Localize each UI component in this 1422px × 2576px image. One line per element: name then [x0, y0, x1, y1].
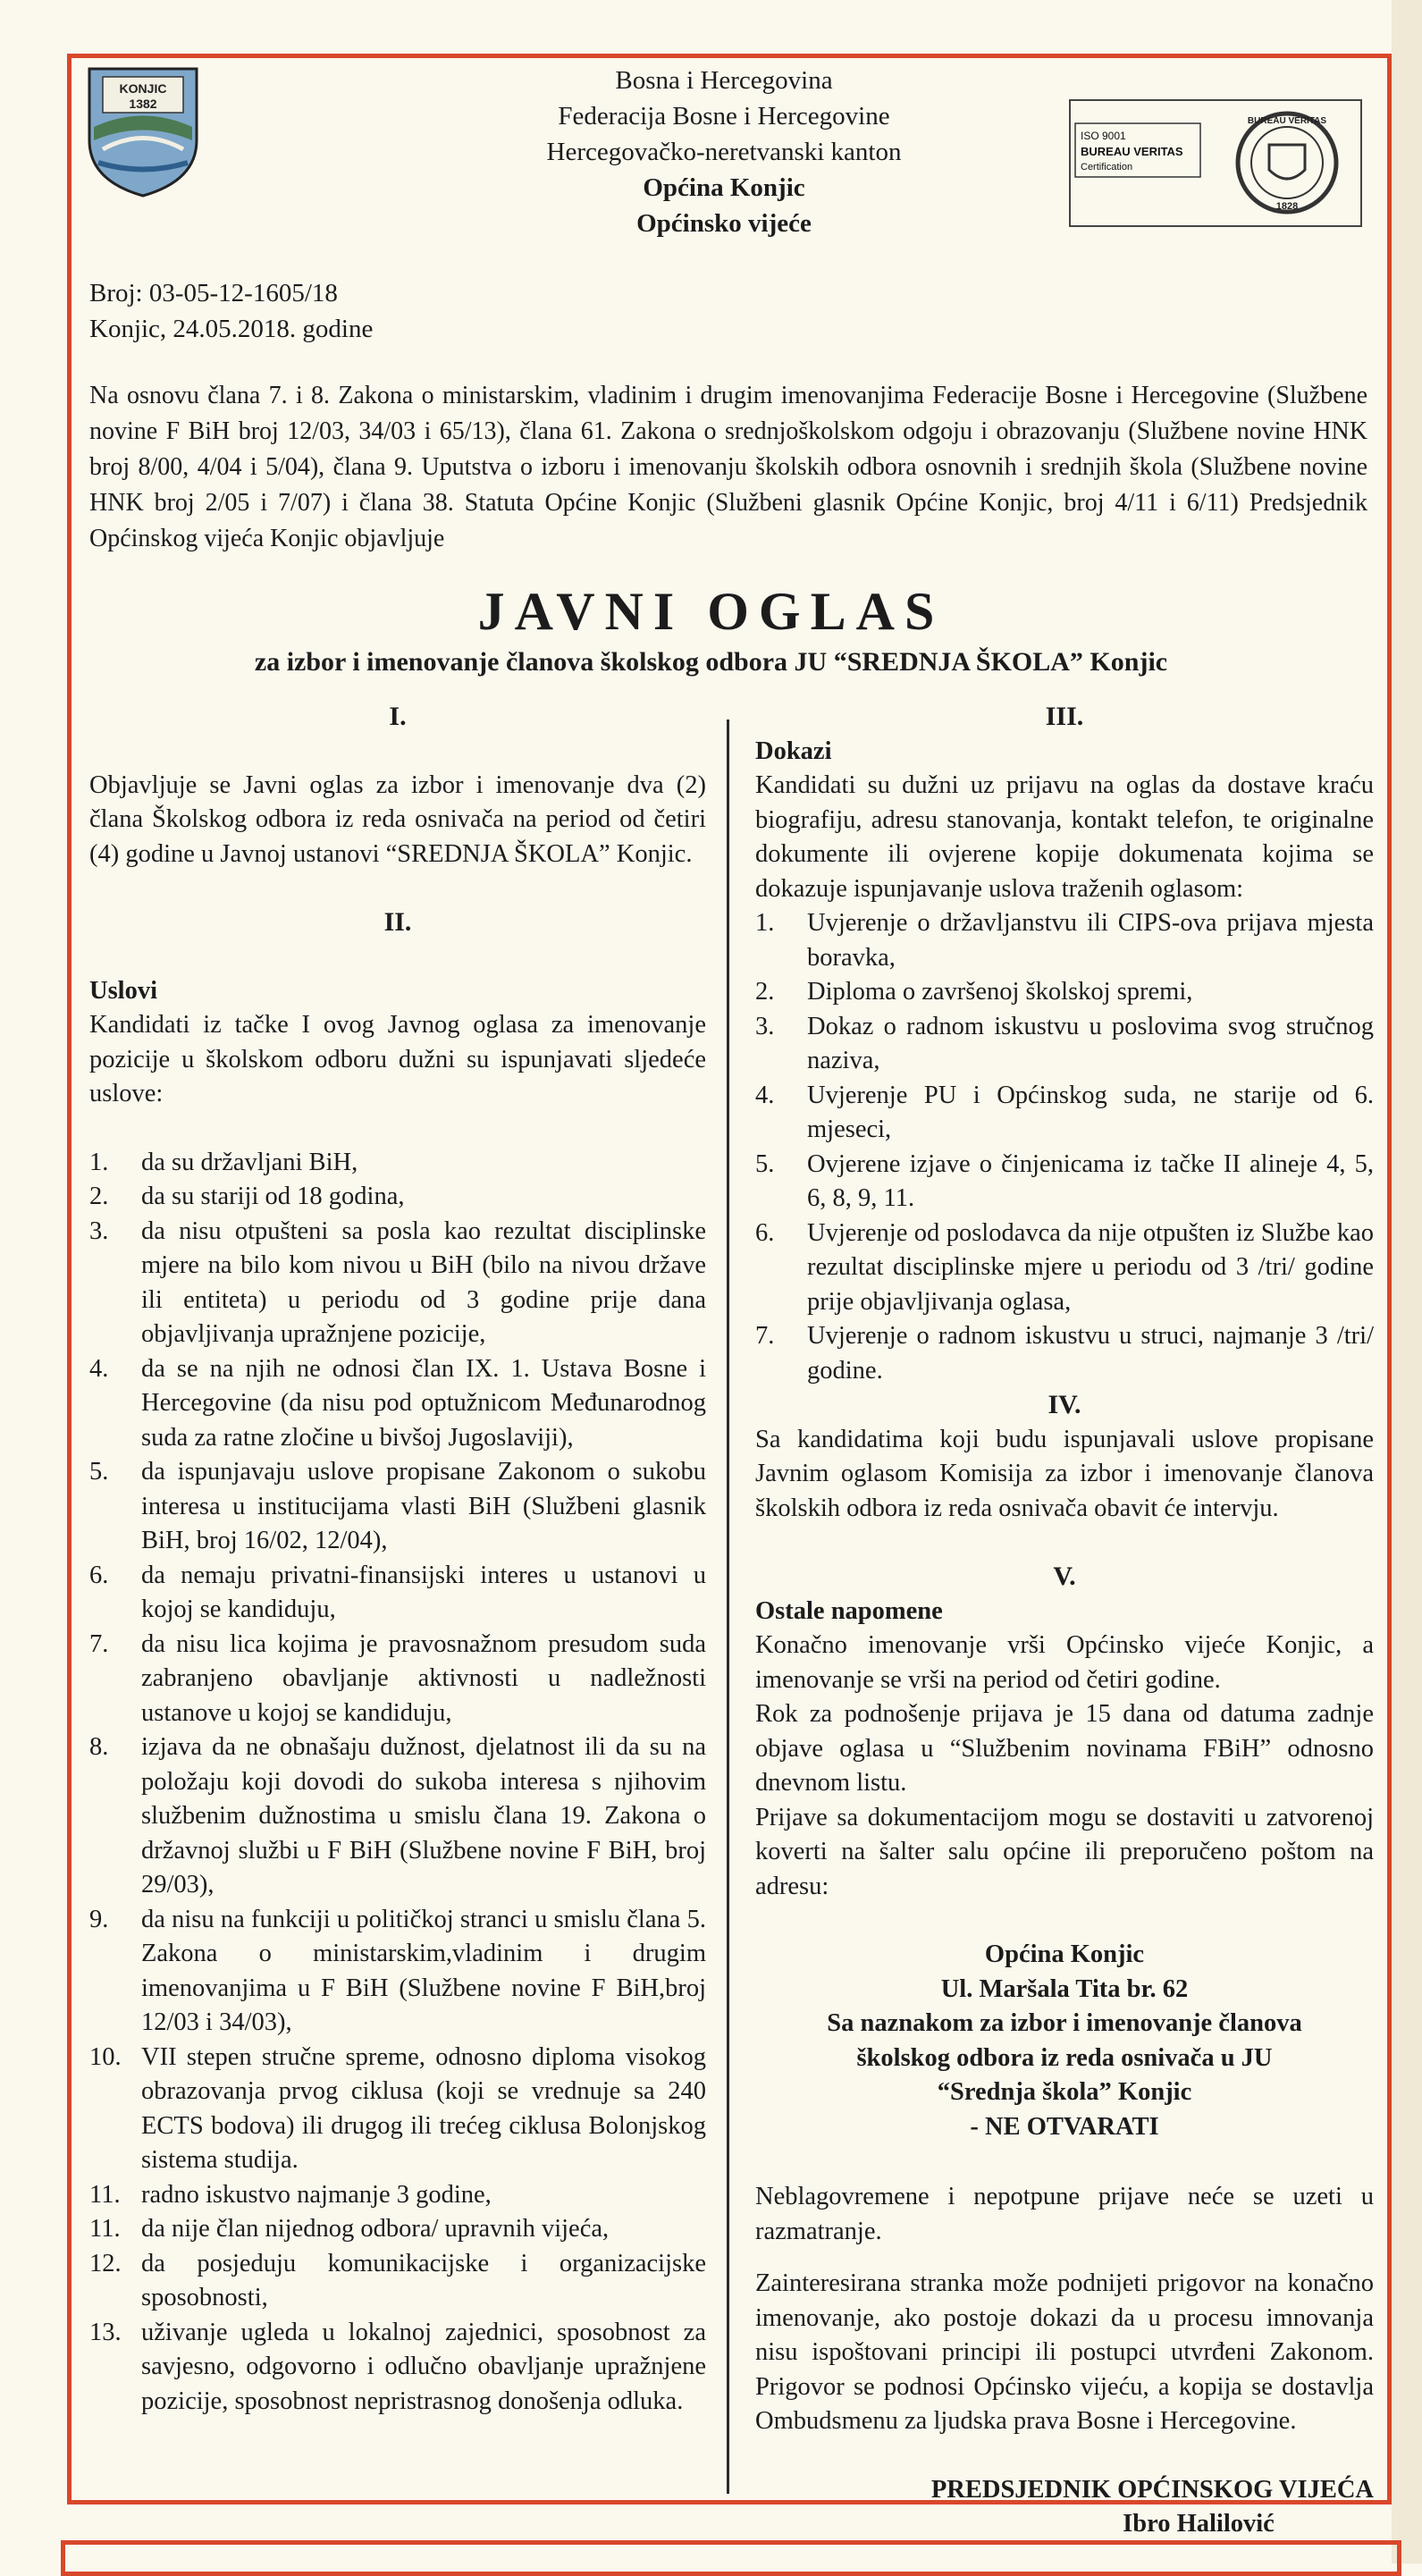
- condition-item-number: 11.: [89, 2180, 121, 2209]
- section-1-heading: I.: [389, 702, 407, 731]
- condition-item-text: da nije član nijednog odbora/ upravnih vijeća,: [141, 2215, 610, 2243]
- evidence-item-text: Diploma o završenoj školskoj spremi,: [807, 978, 1193, 1006]
- reference-date: Konjic, 24.05.2018. godine: [89, 315, 374, 343]
- country-name: Bosna i Hercegovina: [615, 66, 833, 95]
- condition-item-text: da se na njih ne odnosi član IX. 1. Ustava Bosne i Hercegovine (da nisu pod optužnicom Međunarodnog suda za ratne zločine u bivšoj Jugoslaviji),: [141, 1354, 706, 1452]
- condition-item: [89, 2247, 706, 2316]
- signature-title: PREDSJEDNIK OPĆINSKOG VIJEĆA: [930, 2475, 1374, 2504]
- evidence-item-text: Uvjerenje PU i Općinskog suda, ne starije od 6. mjeseci,: [807, 1081, 1374, 1143]
- municipality-name: Općina Konjic: [643, 173, 805, 202]
- logo-text-1: KONJIC: [119, 81, 167, 96]
- reference-number: Broj: 03-05-12-1605/18: [89, 279, 338, 307]
- condition-item: [89, 1455, 706, 1559]
- evidence-item: [755, 975, 1374, 1010]
- address-line: Ul. Maršala Tita br. 62: [940, 1974, 1189, 2003]
- condition-item: [89, 1730, 706, 1903]
- condition-item-text: da ispunjavaju uslove propisane Zakonom o sukobu interesa u institucijama vlasti BiH (Službeni glasnik BiH, broj 16/02, 12/04),: [141, 1458, 706, 1554]
- section-5-p2: Rok za podnošenje prijava je 15 dana od datuma zadnje objave oglasa u “Službenim novinama FBiH” odnosno dnevnom listu.: [755, 1700, 1374, 1797]
- evidence-item-text: Uvjerenje o državljanstvu ili CIPS-ova prijava mjesta boravka,: [807, 909, 1374, 972]
- logo-text-2: 1382: [129, 97, 157, 111]
- cert-seal-year: 1828: [1275, 201, 1299, 212]
- evidence-item-text: Dokaz o radnom iskustvu u poslovima svog stručnog naziva,: [807, 1012, 1374, 1074]
- condition-item-text: da su državljani BiH,: [141, 1148, 358, 1176]
- condition-item: [89, 2041, 706, 2178]
- condition-item-number: 8.: [89, 1733, 109, 1761]
- condition-item-number: 2.: [89, 1183, 109, 1210]
- cert-line-1: ISO 9001: [1081, 130, 1126, 142]
- section-3-label: Dokazi: [755, 737, 832, 765]
- section-4-text: Sa kandidatima koji budu ispunjavali uslove propisane Javnim oglasom Komisija za izbor i imenovanje članova školskih odbora iz reda osnivača obavit će intervju.: [755, 1425, 1374, 1522]
- evidence-item-text: Uvjerenje od poslodavca da nije otpušten iz Službe kao rezultat disciplinske mjere u periodu od 3 /tri/ godine prije objavljivanja oglasa,: [807, 1218, 1374, 1316]
- section-5-p1: Konačno imenovanje vrši Općinsko vijeće Konjic, a imenovanje se vrši na period od četiri godine.: [755, 1631, 1374, 1694]
- condition-item: [89, 1352, 706, 1456]
- condition-item: [89, 2316, 706, 2420]
- section-3-heading: III.: [1045, 702, 1084, 731]
- document-reference: [89, 275, 373, 347]
- section-5-p3: Prijave sa dokumentacijom mogu se dostaviti u zatvorenoj koverti na šalter salu općine ili preporučeno poštom na adresu:: [755, 1803, 1374, 1900]
- evidence-item-number: 1.: [755, 909, 775, 937]
- evidence-item: [755, 1079, 1374, 1148]
- issuer-header: [411, 63, 1037, 241]
- cert-line-3: Certification: [1081, 162, 1133, 173]
- condition-item-text: VII stepen stručne spreme, odnosno diploma visokog obrazovanja prvog ciklusa (koji se vrednuje sa 240 ECTS bodova) ili drugog ili trećeg ciklusa Bolonjskog sistema studija.: [141, 2042, 706, 2174]
- section-4-heading: IV.: [1048, 1390, 1081, 1419]
- condition-item-text: izjava da ne obnašaju dužnost, djelatnost ili da su na položaju koji dovodi do sukoba interesa s njihovim službenim dužnostima u smislu člana 19. Zakona o državnoj službi u F BiH (Službene novine F BiH, broj 29/03),: [141, 1733, 706, 1898]
- condition-item-text: da nisu lica kojima je pravosnažnom presudom suda zabranjeno obavljanje aktivnosti u nadležnosti ustanove u kojoj se kandiduju,: [141, 1629, 706, 1727]
- condition-item-number: 13.: [89, 2318, 122, 2346]
- condition-item-text: da nisu na funkciji u političkoj stranci u smislu člana 5. Zakona o ministarskim,vladinim i drugim imenovanjima u F BiH (Službene novine F BiH,broj 12/03 i 34/03),: [141, 1905, 706, 2036]
- konjic-coat-of-arms-logo: [85, 64, 201, 198]
- condition-item-number: 3.: [89, 1216, 109, 1245]
- evidence-item-number: 4.: [755, 1081, 775, 1109]
- submission-address: [755, 1938, 1374, 2144]
- address-line: školskog odbora iz reda osnivača u JU: [856, 2043, 1273, 2072]
- condition-item: [89, 2178, 706, 2213]
- evidence-item: [755, 1148, 1374, 1216]
- condition-item-number: 5.: [89, 1458, 109, 1486]
- evidence-item: [755, 906, 1374, 975]
- condition-item-number: 12.: [89, 2249, 122, 2277]
- address-line: Općina Konjic: [984, 1940, 1145, 1968]
- section-3-intro: Kandidati su dužni uz prijavu na oglas da dostave kraću biografiju, adresu stanovanja, kontakt telefon, te originalne dokumente ili ovjerene kopije dokumenata kojima se dokazuje ispunjavanje uslova traženih oglasom:: [755, 771, 1374, 903]
- condition-item-text: da su stariji od 18 godina,: [141, 1183, 405, 1210]
- cert-seal-text: BUREAU VERITAS: [1247, 116, 1327, 126]
- address-line: - NE OTVARATI: [970, 2112, 1159, 2141]
- condition-item-text: da nemaju privatni-finansijski interes u ustanovi u kojoj se kandiduju,: [141, 1561, 706, 1623]
- section-5-label: Ostale napomene: [755, 1596, 943, 1625]
- condition-item: [89, 1628, 706, 1731]
- council-name: Općinsko vijeće: [636, 209, 812, 238]
- evidence-item-number: 5.: [755, 1149, 775, 1178]
- iso-certification-badge: [1068, 98, 1363, 228]
- column-divider: [727, 720, 729, 2494]
- evidence-list: [755, 906, 1374, 1388]
- condition-item-text: da nisu otpušteni sa posla kao rezultat disciplinske mjere na bilo kom nivou u BiH (bilo na nivou države ili entiteta) u periodu od 3 godine prije dana objavljivanja upražnjene pozicije,: [141, 1216, 706, 1348]
- condition-item: [89, 1180, 706, 1215]
- condition-item-text: radno iskustvo najmanje 3 godine,: [141, 2180, 492, 2209]
- condition-item-number: 10.: [89, 2042, 122, 2071]
- section-2-label: Uslovi: [89, 976, 158, 1005]
- evidence-item-text: Uvjerenje o radnom iskustvu u struci, najmanje 3 /tri/ godine.: [807, 1322, 1374, 1385]
- next-announcement-frame: [61, 2540, 1401, 2576]
- section-2-intro: Kandidati iz tačke I ovog Javnog oglasa za imenovanje pozicije u školskom odboru dužni su ispunjavati sljedeće uslove:: [89, 1011, 706, 1107]
- section-5-p5: Zainteresirana stranka može podnijeti prigovor na konačno imenovanje, ako postoje dokazi da u procesu imnovanja nisu ispoštovani principi ili postupci utvrđeni Zakonom. Prigovor se podnosi Općinsko vijeću, a kopija se dostavlja Ombudsmenu za ljudska prava Bosne i Hercegovine.: [755, 2269, 1374, 2435]
- condition-item: [89, 2212, 706, 2247]
- canton-name: Hercegovačko-neretvanski kanton: [546, 138, 902, 166]
- evidence-item-number: 2.: [755, 978, 775, 1006]
- evidence-item-text: Ovjerene izjave o činjenicama iz tačke II alineje 4, 5, 6, 8, 9, 11.: [807, 1149, 1374, 1212]
- evidence-item: [755, 1216, 1374, 1320]
- page-title: JAVNI OGLAS: [477, 582, 945, 641]
- page-subtitle: za izbor i imenovanje članova školskog odbora JU “SREDNJA ŠKOLA” Konjic: [254, 647, 1168, 677]
- cert-line-2: BUREAU VERITAS: [1081, 145, 1183, 158]
- federation-name: Federacija Bosne i Hercegovine: [558, 102, 890, 130]
- evidence-item-number: 3.: [755, 1012, 775, 1040]
- legal-basis-paragraph: Na osnovu člana 7. i 8. Zakona o ministarskim, vladinim i drugim imenovanjima Federacije Bosne i Hercegovine (Službene novine F BiH broj 12/03, 34/03 i 65/13), člana 61. Zakona o srednjoškolskom odgoju i obrazovanju (Službene novine HNK broj 8/00, 4/04 i 5/04), člana 9. Uputstva o izboru i imenovanju školskih odbora osnovnih i srednjih škola (Službene novine HNK broj 2/05 i 7/07) i člana 38. Statuta Općine Konjic (Službeni glasnik Općine Konjic, broj 4/11 i 6/11) Predsjednik Općinskog vijeća Konjic objavljuje: [89, 382, 1367, 552]
- section-2-heading: II.: [383, 907, 412, 937]
- condition-item-number: 11.: [89, 2215, 121, 2243]
- signature-name: Ibro Halilović: [1123, 2510, 1275, 2538]
- condition-item: [89, 1559, 706, 1628]
- left-column: [89, 700, 706, 2419]
- condition-item-text: uživanje ugleda u lokalnoj zajednici, sposobnost za savjesno, odgovorno i odlučno obavljanje upražnjene pozicije, sposobnost nepristrasnog donošenja odluka.: [141, 2318, 706, 2415]
- condition-item-number: 6.: [89, 1561, 109, 1589]
- condition-item-number: 4.: [89, 1354, 109, 1383]
- condition-item-text: da posjeduju komunikacijske i organizacijske sposobnosti,: [141, 2249, 706, 2311]
- condition-item: [89, 1146, 706, 1181]
- conditions-list: [89, 1146, 706, 2420]
- evidence-item: [755, 1010, 1374, 1079]
- page-edge: [1392, 0, 1422, 2563]
- evidence-item-number: 6.: [755, 1218, 775, 1247]
- address-line: Sa naznakom za izbor i imenovanje članova: [827, 2009, 1302, 2037]
- section-5-heading: V.: [1053, 1562, 1076, 1591]
- condition-item-number: 7.: [89, 1629, 109, 1658]
- condition-item-number: 1.: [89, 1148, 109, 1176]
- condition-item: [89, 1215, 706, 1352]
- right-column: [755, 700, 1374, 2542]
- address-line: “Srednja škola” Konjic: [937, 2078, 1192, 2106]
- evidence-item-number: 7.: [755, 1322, 775, 1350]
- condition-item-number: 9.: [89, 1905, 109, 1933]
- section-5-p4: Neblagovremene i nepotpune prijave neće se uzeti u razmatranje.: [755, 2183, 1374, 2245]
- condition-item: [89, 1903, 706, 2041]
- section-1-text: Objavljuje se Javni oglas za izbor i imenovanje dva (2) člana Školskog odbora iz reda osnivača na period od četiri (4) godine u Javnoj ustanovi “SREDNJA ŠKOLA” Konjic.: [89, 770, 706, 868]
- evidence-item: [755, 1319, 1374, 1388]
